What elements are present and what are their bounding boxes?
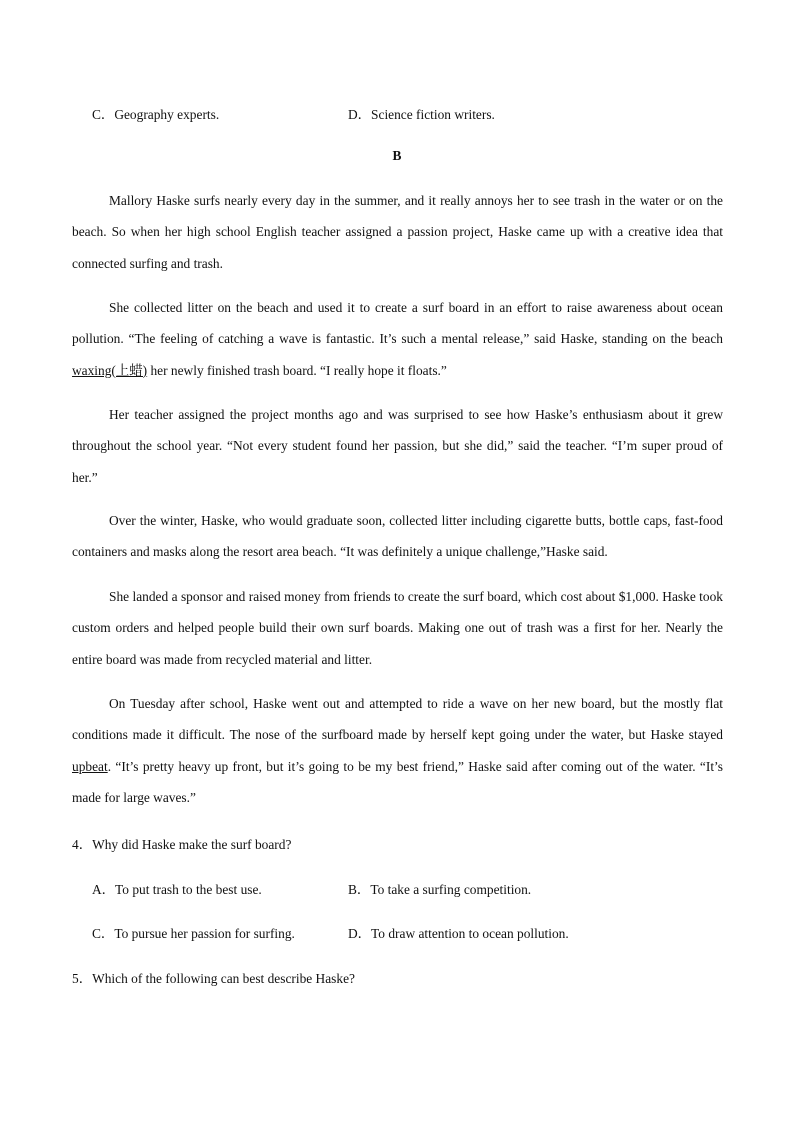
passage-paragraph-2: [72, 292, 723, 386]
question-4-option-b: B．To take a surfing competition.: [348, 882, 532, 897]
question-4-option-c: C．To pursue her passion for surfing.: [92, 926, 295, 941]
p6-text-after: . “It’s pretty heavy up front, but it’s going to be my best friend,” Haske said after coming out of the water. “It’s made for large waves.”: [72, 758, 723, 805]
p2-text-before: She collected litter on the beach and used it to create a surf board in an effort to raise awareness about ocean pollution. “The feeling of catching a wave is fantastic. It’s such a mental release,” said Haske, standing on the beach: [72, 300, 723, 347]
question-4-option-a: A．To put trash to the best use.: [92, 882, 262, 897]
passage-paragraph-3: Her teacher assigned the project months ago and was surprised to see how Haske’s enthusiasm about it grew throughout the school year. “Not every student found her passion, but she did,” said the teacher. “I’m super proud of her.”: [72, 407, 723, 485]
question-5-stem: 5．Which of the following can best describe Haske?: [72, 971, 355, 986]
passage-paragraph-6: [72, 688, 723, 813]
question-4-option-d: D．To draw attention to ocean pollution.: [348, 926, 569, 941]
gloss-word-waxing: waxing(上蜡): [72, 362, 148, 378]
prev-option-d: D．Science fiction writers.: [348, 107, 495, 122]
question-4-stem: 4．Why did Haske make the surf board?: [72, 837, 292, 852]
section-heading: B: [392, 148, 402, 163]
p2-text-after: her newly finished trash board. “I really hope it floats.”: [147, 362, 447, 378]
passage-paragraph-4: Over the winter, Haske, who would graduate soon, collected litter including cigarette butts, bottle caps, fast-food containers and masks along the resort area beach. “It was definitely a unique challenge,”Haske said.: [72, 513, 723, 560]
passage-paragraph-1: Mallory Haske surfs nearly every day in the summer, and it really annoys her to see trash in the water or on the beach. So when her high school English teacher assigned a passion project, Haske came up with a creative idea that connected surfing and trash.: [72, 193, 723, 271]
passage-paragraph-5: She landed a sponsor and raised money from friends to create the surf board, which cost about $1,000. Haske took custom orders and helped people build their own surf boards. Making one out of trash was a first for her. Nearly the entire board was made from recycled material and litter.: [72, 589, 723, 667]
p6-text-before: On Tuesday after school, Haske went out and attempted to ride a wave on her new board, but the mostly flat conditions made it difficult. The nose of the surfboard made by herself kept going under the water, but Haske stayed: [72, 696, 723, 743]
underlined-word-upbeat: upbeat: [72, 758, 108, 774]
prev-option-c: C．Geography experts.: [92, 107, 220, 122]
